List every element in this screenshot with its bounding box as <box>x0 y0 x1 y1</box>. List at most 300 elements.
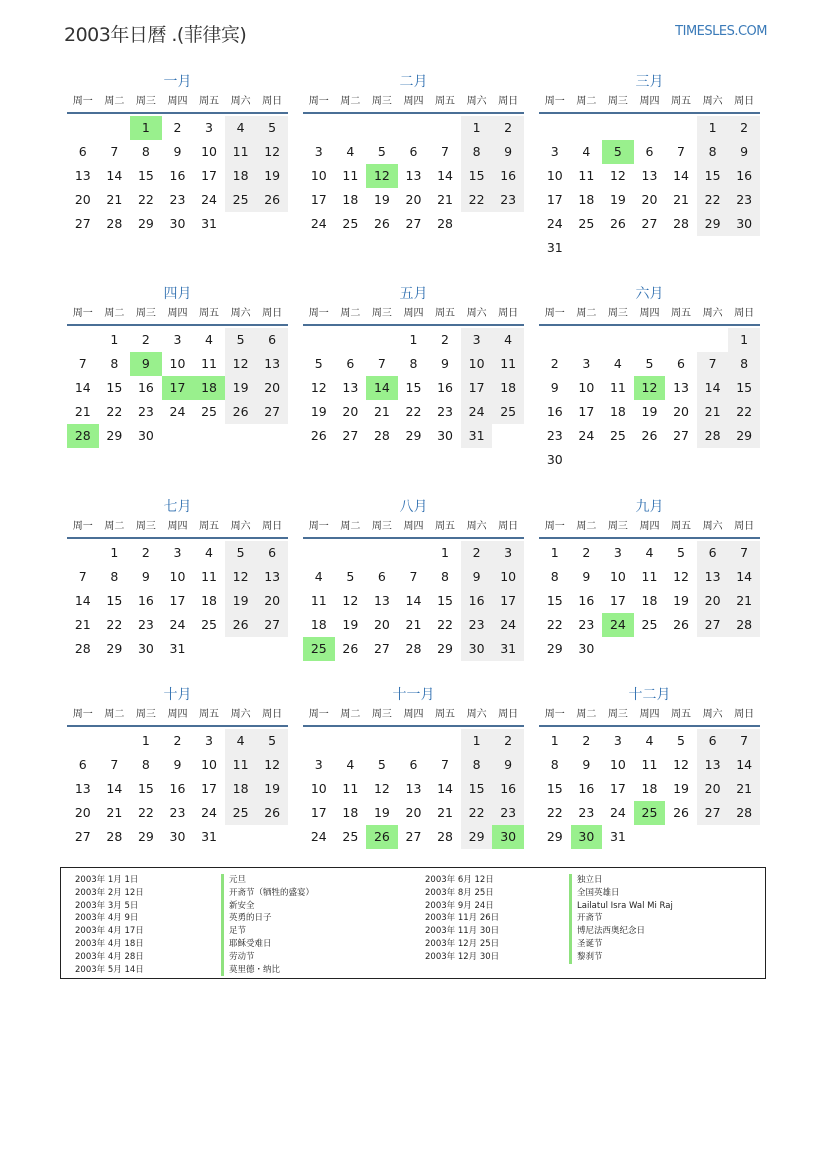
day-cell[interactable]: 11 <box>641 757 658 772</box>
day-cell[interactable]: 30 <box>728 212 760 236</box>
day-cell[interactable]: 8 <box>461 753 493 777</box>
day-cell[interactable]: 11 <box>342 168 359 183</box>
day-cell[interactable]: 20 <box>74 805 91 820</box>
day-cell[interactable]: 12 <box>256 140 288 164</box>
day-cell[interactable]: 21 <box>728 589 760 613</box>
day-cell[interactable]: 12 <box>609 168 626 183</box>
holiday-day-cell[interactable]: 1 <box>130 116 162 140</box>
day-cell[interactable]: 22 <box>546 805 563 820</box>
day-cell[interactable]: 26 <box>256 188 288 212</box>
holiday-day-cell[interactable]: 9 <box>130 352 162 376</box>
day-cell[interactable]: 16 <box>169 781 186 796</box>
day-cell[interactable]: 4 <box>314 569 323 584</box>
day-cell[interactable]: 16 <box>169 168 186 183</box>
day-cell[interactable]: 22 <box>405 404 422 419</box>
day-cell[interactable]: 24 <box>461 400 493 424</box>
day-cell[interactable]: 29 <box>461 825 493 849</box>
day-cell[interactable]: 11 <box>492 352 524 376</box>
day-cell[interactable]: 21 <box>106 805 123 820</box>
day-cell[interactable]: 20 <box>256 589 288 613</box>
day-cell[interactable]: 4 <box>205 545 213 560</box>
day-cell[interactable]: 6 <box>78 144 87 159</box>
day-cell[interactable]: 14 <box>697 376 729 400</box>
day-cell[interactable]: 13 <box>256 352 288 376</box>
day-cell[interactable]: 2 <box>728 116 760 140</box>
day-cell[interactable]: 28 <box>697 424 729 448</box>
day-cell[interactable]: 20 <box>342 404 359 419</box>
day-cell[interactable]: 26 <box>673 805 689 820</box>
day-cell[interactable]: 23 <box>461 613 493 637</box>
day-cell[interactable]: 28 <box>728 801 760 825</box>
day-cell[interactable]: 31 <box>461 424 493 448</box>
day-cell[interactable]: 27 <box>697 613 729 637</box>
holiday-day-cell[interactable]: 12 <box>634 376 666 400</box>
day-cell[interactable]: 24 <box>310 829 327 844</box>
day-cell[interactable]: 21 <box>373 404 390 419</box>
day-cell[interactable]: 26 <box>225 400 257 424</box>
day-cell[interactable]: 21 <box>74 404 91 419</box>
day-cell[interactable]: 17 <box>492 589 524 613</box>
day-cell[interactable]: 4 <box>613 356 622 371</box>
day-cell[interactable]: 14 <box>728 565 760 589</box>
day-cell[interactable]: 9 <box>728 140 760 164</box>
day-cell[interactable]: 23 <box>492 188 524 212</box>
day-cell[interactable]: 17 <box>546 192 563 207</box>
day-cell[interactable]: 29 <box>137 829 154 844</box>
day-cell[interactable]: 30 <box>461 637 493 661</box>
day-cell[interactable]: 23 <box>728 188 760 212</box>
day-cell[interactable]: 4 <box>582 144 591 159</box>
day-cell[interactable]: 24 <box>310 216 327 231</box>
day-cell[interactable]: 14 <box>728 753 760 777</box>
day-cell[interactable]: 5 <box>346 569 355 584</box>
day-cell[interactable]: 14 <box>673 168 689 183</box>
day-cell[interactable]: 8 <box>550 757 559 772</box>
day-cell[interactable]: 15 <box>697 164 729 188</box>
day-cell[interactable]: 18 <box>310 617 327 632</box>
day-cell[interactable]: 7 <box>110 144 119 159</box>
day-cell[interactable]: 10 <box>169 356 186 371</box>
day-cell[interactable]: 21 <box>697 400 729 424</box>
day-cell[interactable]: 7 <box>409 569 418 584</box>
day-cell[interactable]: 7 <box>697 352 729 376</box>
day-cell[interactable]: 12 <box>673 757 689 772</box>
day-cell[interactable]: 20 <box>405 805 422 820</box>
day-cell[interactable]: 20 <box>256 376 288 400</box>
day-cell[interactable]: 7 <box>377 356 386 371</box>
holiday-day-cell[interactable]: 18 <box>193 376 225 400</box>
day-cell[interactable]: 15 <box>405 380 422 395</box>
day-cell[interactable]: 23 <box>546 428 563 443</box>
day-cell[interactable]: 5 <box>314 356 323 371</box>
day-cell[interactable]: 31 <box>201 216 217 231</box>
day-cell[interactable]: 29 <box>137 216 154 231</box>
day-cell[interactable]: 5 <box>256 116 288 140</box>
day-cell[interactable]: 2 <box>141 545 150 560</box>
day-cell[interactable]: 11 <box>342 781 359 796</box>
holiday-day-cell[interactable]: 25 <box>303 637 335 661</box>
day-cell[interactable]: 24 <box>169 617 186 632</box>
day-cell[interactable]: 15 <box>461 777 493 801</box>
day-cell[interactable]: 18 <box>641 781 658 796</box>
day-cell[interactable]: 18 <box>342 192 359 207</box>
day-cell[interactable]: 7 <box>441 757 449 772</box>
day-cell[interactable]: 17 <box>310 192 327 207</box>
day-cell[interactable]: 7 <box>677 144 685 159</box>
day-cell[interactable]: 18 <box>201 593 217 608</box>
day-cell[interactable]: 6 <box>346 356 355 371</box>
day-cell[interactable]: 4 <box>225 729 257 753</box>
day-cell[interactable]: 24 <box>492 613 524 637</box>
day-cell[interactable]: 5 <box>377 757 386 772</box>
day-cell[interactable]: 28 <box>437 829 453 844</box>
day-cell[interactable]: 1 <box>110 545 119 560</box>
day-cell[interactable]: 5 <box>256 729 288 753</box>
day-cell[interactable]: 9 <box>461 565 493 589</box>
day-cell[interactable]: 20 <box>74 192 91 207</box>
day-cell[interactable]: 24 <box>201 805 217 820</box>
day-cell[interactable]: 25 <box>492 400 524 424</box>
day-cell[interactable]: 16 <box>137 380 154 395</box>
day-cell[interactable]: 25 <box>342 216 359 231</box>
day-cell[interactable]: 14 <box>74 593 91 608</box>
day-cell[interactable]: 14 <box>437 781 453 796</box>
day-cell[interactable]: 15 <box>461 164 493 188</box>
day-cell[interactable]: 13 <box>697 565 729 589</box>
day-cell[interactable]: 13 <box>405 168 422 183</box>
day-cell[interactable]: 27 <box>697 801 729 825</box>
day-cell[interactable]: 19 <box>673 593 689 608</box>
day-cell[interactable]: 6 <box>645 144 654 159</box>
day-cell[interactable]: 19 <box>373 805 390 820</box>
day-cell[interactable]: 9 <box>173 757 182 772</box>
day-cell[interactable]: 23 <box>492 801 524 825</box>
day-cell[interactable]: 17 <box>609 593 626 608</box>
day-cell[interactable]: 18 <box>609 404 626 419</box>
day-cell[interactable]: 16 <box>578 781 595 796</box>
day-cell[interactable]: 2 <box>492 116 524 140</box>
day-cell[interactable]: 3 <box>205 120 213 135</box>
day-cell[interactable]: 9 <box>582 569 591 584</box>
day-cell[interactable]: 13 <box>641 168 658 183</box>
day-cell[interactable]: 7 <box>78 356 87 371</box>
day-cell[interactable]: 11 <box>201 356 217 371</box>
day-cell[interactable]: 8 <box>441 569 449 584</box>
day-cell[interactable]: 1 <box>550 545 559 560</box>
day-cell[interactable]: 25 <box>201 617 217 632</box>
day-cell[interactable]: 9 <box>492 753 524 777</box>
day-cell[interactable]: 20 <box>405 192 422 207</box>
day-cell[interactable]: 25 <box>225 188 257 212</box>
day-cell[interactable]: 15 <box>546 593 563 608</box>
day-cell[interactable]: 11 <box>578 168 595 183</box>
day-cell[interactable]: 19 <box>256 777 288 801</box>
day-cell[interactable]: 23 <box>578 617 595 632</box>
day-cell[interactable]: 5 <box>677 545 685 560</box>
day-cell[interactable]: 16 <box>492 777 524 801</box>
day-cell[interactable]: 15 <box>106 593 123 608</box>
day-cell[interactable]: 18 <box>225 777 257 801</box>
day-cell[interactable]: 3 <box>173 545 182 560</box>
day-cell[interactable]: 6 <box>377 569 386 584</box>
day-cell[interactable]: 20 <box>373 617 390 632</box>
day-cell[interactable]: 10 <box>201 757 217 772</box>
day-cell[interactable]: 3 <box>205 733 213 748</box>
day-cell[interactable]: 28 <box>437 216 453 231</box>
day-cell[interactable]: 8 <box>550 569 559 584</box>
day-cell[interactable]: 30 <box>578 641 595 656</box>
day-cell[interactable]: 13 <box>405 781 422 796</box>
day-cell[interactable]: 3 <box>461 328 493 352</box>
day-cell[interactable]: 6 <box>256 328 288 352</box>
day-cell[interactable]: 1 <box>441 545 449 560</box>
day-cell[interactable]: 7 <box>441 144 449 159</box>
day-cell[interactable]: 13 <box>74 168 91 183</box>
day-cell[interactable]: 1 <box>461 116 493 140</box>
day-cell[interactable]: 30 <box>169 216 186 231</box>
day-cell[interactable]: 9 <box>492 140 524 164</box>
day-cell[interactable]: 16 <box>492 164 524 188</box>
day-cell[interactable]: 10 <box>492 565 524 589</box>
day-cell[interactable]: 1 <box>461 729 493 753</box>
day-cell[interactable]: 3 <box>173 332 182 347</box>
day-cell[interactable]: 17 <box>310 805 327 820</box>
day-cell[interactable]: 8 <box>110 569 119 584</box>
day-cell[interactable]: 19 <box>609 192 626 207</box>
holiday-day-cell[interactable]: 14 <box>366 376 398 400</box>
day-cell[interactable]: 3 <box>582 356 591 371</box>
day-cell[interactable]: 29 <box>106 428 123 443</box>
day-cell[interactable]: 26 <box>641 428 658 443</box>
day-cell[interactable]: 22 <box>697 188 729 212</box>
day-cell[interactable]: 28 <box>373 428 390 443</box>
day-cell[interactable]: 16 <box>728 164 760 188</box>
day-cell[interactable]: 21 <box>437 192 453 207</box>
holiday-day-cell[interactable]: 12 <box>366 164 398 188</box>
day-cell[interactable]: 28 <box>405 641 422 656</box>
day-cell[interactable]: 2 <box>582 545 591 560</box>
day-cell[interactable]: 26 <box>310 428 327 443</box>
day-cell[interactable]: 3 <box>550 144 559 159</box>
day-cell[interactable]: 19 <box>342 617 359 632</box>
day-cell[interactable]: 28 <box>106 829 123 844</box>
day-cell[interactable]: 13 <box>373 593 390 608</box>
day-cell[interactable]: 16 <box>461 589 493 613</box>
day-cell[interactable]: 25 <box>225 801 257 825</box>
day-cell[interactable]: 11 <box>609 380 626 395</box>
day-cell[interactable]: 28 <box>74 641 91 656</box>
day-cell[interactable]: 25 <box>342 829 359 844</box>
day-cell[interactable]: 11 <box>310 593 327 608</box>
day-cell[interactable]: 8 <box>141 757 150 772</box>
day-cell[interactable]: 8 <box>110 356 119 371</box>
day-cell[interactable]: 29 <box>106 641 123 656</box>
day-cell[interactable]: 10 <box>609 757 626 772</box>
day-cell[interactable]: 22 <box>461 188 493 212</box>
day-cell[interactable]: 12 <box>225 565 257 589</box>
day-cell[interactable]: 26 <box>342 641 359 656</box>
holiday-day-cell[interactable]: 17 <box>162 376 194 400</box>
day-cell[interactable]: 23 <box>578 805 595 820</box>
day-cell[interactable]: 5 <box>645 356 654 371</box>
day-cell[interactable]: 18 <box>578 192 595 207</box>
day-cell[interactable]: 27 <box>256 400 288 424</box>
day-cell[interactable]: 27 <box>74 829 91 844</box>
day-cell[interactable]: 25 <box>578 216 595 231</box>
day-cell[interactable]: 5 <box>225 328 257 352</box>
day-cell[interactable]: 9 <box>173 144 182 159</box>
day-cell[interactable]: 26 <box>609 216 626 231</box>
day-cell[interactable]: 3 <box>613 733 622 748</box>
day-cell[interactable]: 3 <box>613 545 622 560</box>
day-cell[interactable]: 2 <box>173 733 182 748</box>
day-cell[interactable]: 12 <box>310 380 327 395</box>
day-cell[interactable]: 17 <box>609 781 626 796</box>
day-cell[interactable]: 26 <box>373 216 390 231</box>
day-cell[interactable]: 18 <box>342 805 359 820</box>
day-cell[interactable]: 22 <box>546 617 563 632</box>
day-cell[interactable]: 14 <box>437 168 453 183</box>
day-cell[interactable]: 27 <box>673 428 689 443</box>
day-cell[interactable]: 5 <box>377 144 386 159</box>
day-cell[interactable]: 1 <box>550 733 559 748</box>
day-cell[interactable]: 17 <box>201 168 217 183</box>
day-cell[interactable]: 6 <box>697 729 729 753</box>
day-cell[interactable]: 24 <box>169 404 186 419</box>
day-cell[interactable]: 24 <box>578 428 595 443</box>
day-cell[interactable]: 20 <box>697 589 729 613</box>
day-cell[interactable]: 6 <box>677 356 685 371</box>
day-cell[interactable]: 10 <box>201 144 217 159</box>
day-cell[interactable]: 6 <box>409 144 418 159</box>
day-cell[interactable]: 6 <box>256 541 288 565</box>
day-cell[interactable]: 11 <box>225 753 257 777</box>
day-cell[interactable]: 16 <box>437 380 453 395</box>
day-cell[interactable]: 16 <box>546 404 563 419</box>
day-cell[interactable]: 27 <box>641 216 658 231</box>
day-cell[interactable]: 10 <box>461 352 493 376</box>
day-cell[interactable]: 10 <box>310 168 327 183</box>
holiday-day-cell[interactable]: 5 <box>602 140 634 164</box>
day-cell[interactable]: 8 <box>728 352 760 376</box>
day-cell[interactable]: 29 <box>546 829 563 844</box>
day-cell[interactable]: 8 <box>141 144 150 159</box>
day-cell[interactable]: 13 <box>342 380 359 395</box>
day-cell[interactable]: 10 <box>609 569 626 584</box>
day-cell[interactable]: 16 <box>137 593 154 608</box>
day-cell[interactable]: 3 <box>314 757 323 772</box>
day-cell[interactable]: 7 <box>78 569 87 584</box>
day-cell[interactable]: 22 <box>137 805 154 820</box>
day-cell[interactable]: 11 <box>225 140 257 164</box>
day-cell[interactable]: 2 <box>441 332 449 347</box>
day-cell[interactable]: 1 <box>409 332 418 347</box>
day-cell[interactable]: 15 <box>546 781 563 796</box>
day-cell[interactable]: 9 <box>582 757 591 772</box>
day-cell[interactable]: 13 <box>697 753 729 777</box>
day-cell[interactable]: 20 <box>673 404 689 419</box>
day-cell[interactable]: 8 <box>697 140 729 164</box>
day-cell[interactable]: 14 <box>106 168 123 183</box>
holiday-day-cell[interactable]: 25 <box>634 801 666 825</box>
day-cell[interactable]: 23 <box>137 404 154 419</box>
day-cell[interactable]: 30 <box>546 452 563 467</box>
day-cell[interactable]: 18 <box>641 593 658 608</box>
day-cell[interactable]: 19 <box>641 404 658 419</box>
day-cell[interactable]: 25 <box>609 428 626 443</box>
day-cell[interactable]: 30 <box>169 829 186 844</box>
day-cell[interactable]: 17 <box>461 376 493 400</box>
day-cell[interactable]: 23 <box>437 404 453 419</box>
day-cell[interactable]: 7 <box>728 541 760 565</box>
day-cell[interactable]: 21 <box>728 777 760 801</box>
day-cell[interactable]: 31 <box>609 829 626 844</box>
day-cell[interactable]: 9 <box>141 569 150 584</box>
day-cell[interactable]: 19 <box>225 376 257 400</box>
day-cell[interactable]: 21 <box>405 617 422 632</box>
day-cell[interactable]: 1 <box>141 733 150 748</box>
day-cell[interactable]: 1 <box>728 328 760 352</box>
day-cell[interactable]: 12 <box>373 781 390 796</box>
day-cell[interactable]: 27 <box>373 641 390 656</box>
day-cell[interactable]: 11 <box>201 569 217 584</box>
day-cell[interactable]: 22 <box>461 801 493 825</box>
site-logo[interactable]: TIMESLES.COM <box>675 24 767 39</box>
day-cell[interactable]: 15 <box>137 781 154 796</box>
day-cell[interactable]: 20 <box>697 777 729 801</box>
day-cell[interactable]: 12 <box>225 352 257 376</box>
day-cell[interactable]: 31 <box>546 240 563 255</box>
day-cell[interactable]: 15 <box>106 380 123 395</box>
day-cell[interactable]: 27 <box>74 216 91 231</box>
day-cell[interactable]: 2 <box>550 356 559 371</box>
day-cell[interactable]: 21 <box>673 192 689 207</box>
day-cell[interactable]: 21 <box>74 617 91 632</box>
day-cell[interactable]: 13 <box>256 565 288 589</box>
day-cell[interactable]: 6 <box>697 541 729 565</box>
day-cell[interactable]: 3 <box>492 541 524 565</box>
holiday-day-cell[interactable]: 24 <box>602 613 634 637</box>
day-cell[interactable]: 22 <box>437 617 453 632</box>
day-cell[interactable]: 19 <box>256 164 288 188</box>
day-cell[interactable]: 10 <box>169 569 186 584</box>
day-cell[interactable]: 29 <box>405 428 422 443</box>
day-cell[interactable]: 19 <box>310 404 327 419</box>
day-cell[interactable]: 15 <box>437 593 453 608</box>
day-cell[interactable]: 7 <box>110 757 119 772</box>
day-cell[interactable]: 24 <box>609 805 626 820</box>
day-cell[interactable]: 16 <box>578 593 595 608</box>
day-cell[interactable]: 5 <box>225 541 257 565</box>
day-cell[interactable]: 7 <box>728 729 760 753</box>
day-cell[interactable]: 15 <box>137 168 154 183</box>
day-cell[interactable]: 28 <box>673 216 689 231</box>
day-cell[interactable]: 29 <box>437 641 453 656</box>
day-cell[interactable]: 30 <box>137 641 154 656</box>
day-cell[interactable]: 27 <box>405 216 422 231</box>
day-cell[interactable]: 6 <box>78 757 87 772</box>
day-cell[interactable]: 4 <box>225 116 257 140</box>
day-cell[interactable]: 22 <box>137 192 154 207</box>
day-cell[interactable]: 4 <box>492 328 524 352</box>
day-cell[interactable]: 20 <box>641 192 658 207</box>
day-cell[interactable]: 8 <box>461 140 493 164</box>
day-cell[interactable]: 22 <box>106 404 123 419</box>
holiday-day-cell[interactable]: 30 <box>571 825 603 849</box>
day-cell[interactable]: 26 <box>673 617 689 632</box>
day-cell[interactable]: 29 <box>728 424 760 448</box>
day-cell[interactable]: 12 <box>256 753 288 777</box>
